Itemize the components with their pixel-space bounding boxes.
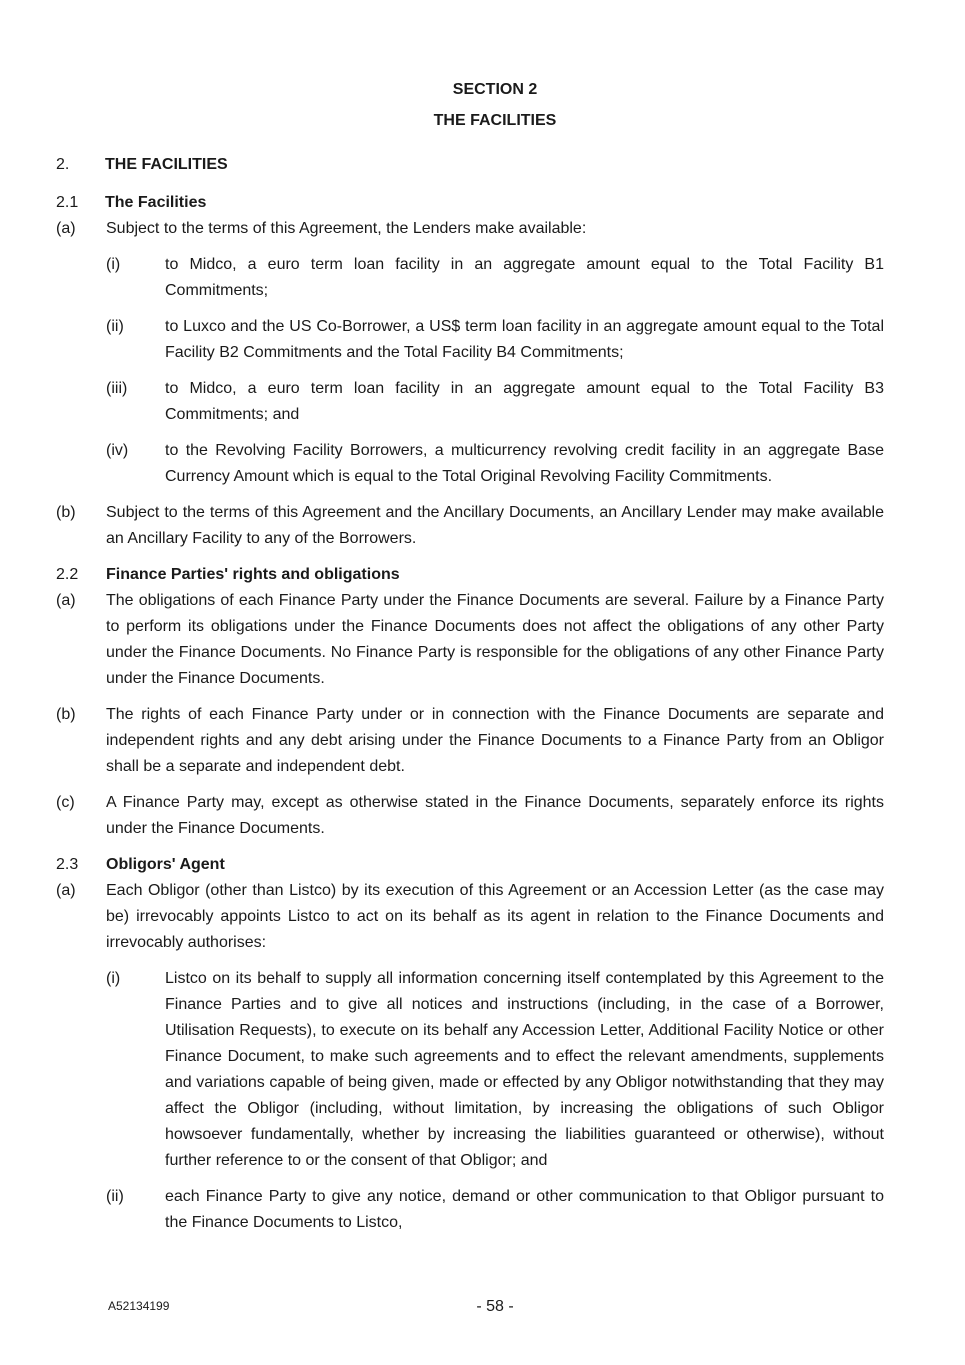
item-label: (i)	[106, 256, 121, 273]
paragraph-label: (b)	[56, 706, 76, 723]
item-2-3-a-i	[106, 966, 884, 1174]
subclause-number: 2.2	[56, 566, 79, 583]
item-label: (i)	[106, 970, 121, 987]
item-2-1-a-i	[106, 252, 884, 304]
clause-number: 2.	[56, 156, 70, 173]
paragraph-text: The obligations of each Finance Party under the Finance Documents are several. Failure by a Finance Party to perform its obligations under the Finance Documents does not affect the obligations of any other Party under the Finance Documents. No Finance Party is responsible for the obligations of any other Finance Party under the Finance Documents.	[106, 592, 884, 687]
item-label: (iv)	[106, 442, 129, 459]
item-label: (ii)	[106, 318, 124, 335]
item-text: to Midco, a euro term loan facility in an aggregate amount equal to the Total Facility B3 Commitments; and	[165, 380, 884, 423]
paragraph-label: (a)	[56, 882, 76, 899]
paragraph-label: (b)	[56, 504, 76, 521]
item-text: to the Revolving Facility Borrowers, a multicurrency revolving credit facility in an aggregate Base Currency Amount which is equal to the Total Original Revolving Facility Commitments.	[165, 442, 884, 485]
paragraph-text: Subject to the terms of this Agreement and the Ancillary Documents, an Ancillary Lender may make available an Ancillary Facility to any of the Borrowers.	[106, 504, 884, 547]
paragraph-label: (c)	[56, 794, 75, 811]
section-subtitle: THE FACILITIES	[433, 112, 557, 129]
paragraph-text: A Finance Party may, except as otherwise stated in the Finance Documents, separately enforce its rights under the Finance Documents.	[106, 794, 884, 837]
paragraph-text: Each Obligor (other than Listco) by its execution of this Agreement or an Accession Letter (as the case may be) irrevocably appoints Listco to act on its behalf as its agent in relation to the Finance Documents and irrevocably authorises:	[106, 882, 884, 951]
item-2-1-a-iv	[106, 438, 884, 490]
paragraph-text: The rights of each Finance Party under or in connection with the Finance Documents are separate and independent rights and any debt arising under the Finance Documents to a Finance Party from an Obligor shall be a separate and independent debt.	[106, 706, 884, 775]
paragraph-2-3-a	[56, 878, 884, 956]
paragraph-text: Subject to the terms of this Agreement, the Lenders make available:	[106, 220, 587, 237]
paragraph-2-2-b	[56, 702, 884, 780]
paragraph-label: (a)	[56, 592, 76, 609]
item-2-1-a-ii	[106, 314, 884, 366]
paragraph-label: (a)	[56, 220, 76, 237]
item-label: (ii)	[106, 1188, 124, 1205]
section-title: SECTION 2	[452, 81, 538, 98]
item-2-3-a-ii	[106, 1184, 884, 1236]
item-text: to Midco, a euro term loan facility in an aggregate amount equal to the Total Facility B1 Commitments;	[165, 256, 884, 299]
subclause-number: 2.1	[56, 194, 79, 211]
page-number: - 58 -	[476, 1298, 514, 1315]
paragraph-2-1-b	[56, 500, 884, 552]
subclause-title: Finance Parties' rights and obligations	[106, 566, 400, 583]
subclause-title: Obligors' Agent	[106, 856, 225, 873]
clause-title: THE FACILITIES	[105, 156, 228, 173]
paragraph-2-1-a	[56, 216, 884, 242]
document-reference: A52134199	[108, 1299, 170, 1313]
item-text: to Luxco and the US Co-Borrower, a US$ term loan facility in an aggregate amount equal to the Total Facility B2 Commitments and the Total Facility B4 Commitments;	[165, 318, 884, 361]
item-label: (iii)	[106, 380, 128, 397]
item-2-1-a-iii	[106, 376, 884, 428]
item-text: each Finance Party to give any notice, demand or other communication to that Obligor pursuant to the Finance Documents to Listco,	[165, 1188, 884, 1231]
paragraph-2-2-c	[56, 790, 884, 842]
item-text: Listco on its behalf to supply all information concerning itself contemplated by this Agreement to the Finance Parties and to give all notices and instructions (including, in the case of a Borrower, Utilisation Requests), to execute on its behalf any Accession Letter, Additional Facility Notice or other Finance Document, to make such agreements and to effect the relevant amendments, supplements and variations capable of being given, made or effected by any Obligor notwithstanding that they may affect the Obligor (including, without limitation, by increasing the obligations of such Obligor howsoever fundamentally, whether by increasing the liabilities guaranteed or otherwise), without further reference to or the consent of that Obligor; and	[165, 970, 884, 1169]
paragraph-2-2-a	[56, 588, 884, 692]
subclause-number: 2.3	[56, 856, 79, 873]
subclause-title: The Facilities	[105, 194, 207, 211]
